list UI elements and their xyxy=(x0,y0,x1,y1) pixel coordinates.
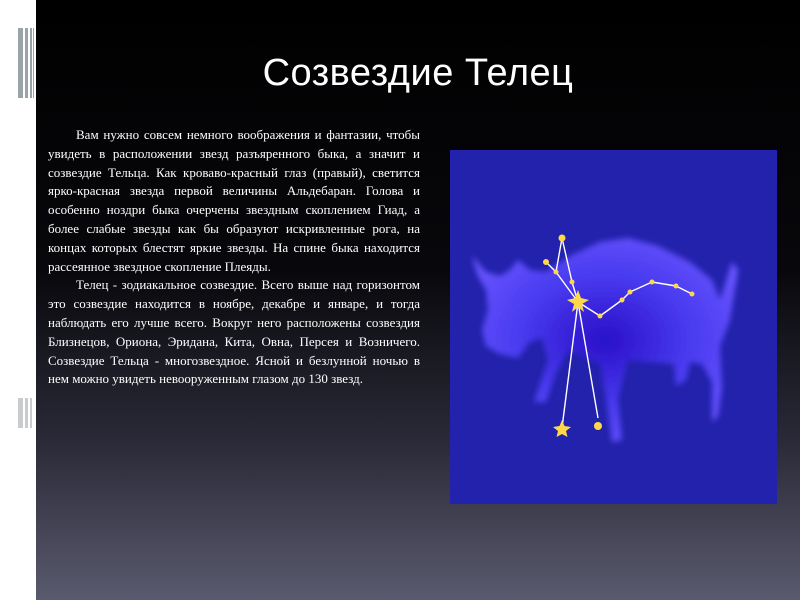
star-icon xyxy=(674,284,679,289)
star-icon xyxy=(559,235,566,242)
slide xyxy=(36,0,800,600)
star-icon xyxy=(553,420,571,437)
star-icon xyxy=(628,290,633,295)
slide-title: Созвездие Телец xyxy=(262,52,574,94)
star-icon xyxy=(690,292,695,297)
star-icon xyxy=(598,314,603,319)
star-icon xyxy=(620,298,625,303)
bull-silhouette xyxy=(472,238,738,442)
star-icon xyxy=(543,259,549,265)
taurus-constellation-image xyxy=(450,150,777,504)
left-decor-strip xyxy=(0,0,36,600)
star-icon xyxy=(570,280,575,285)
star-icon xyxy=(554,270,559,275)
star-icon xyxy=(650,280,655,285)
star-icon xyxy=(594,422,602,430)
slide-body-text xyxy=(48,126,420,389)
paragraph-description: Вам нужно совсем немного воображения и фантазии, чтобы увидеть в расположении звезд разъяренного быка, а значит и созвездие Тельца. Как кроваво-красный глаз (правый), светится ярко-красная звезда первой величины Альдебаран. Голова и особенно ноздри быка очерчены звездным скоплением Гиад, а более слабые звезды как бы образуют искривленные рога, на концах которых блестят яркие звезды. На спине быка находится рассеянное звездное скопление Плеяды. xyxy=(48,127,420,274)
paragraph-zodiac: Телец - зодиакальное созвездие. Всего выше над горизонтом это созвездие находится в ноябре, декабре и январе, и тогда наблюдать его лучше всего. Вокруг него расположены созвездия Близнецов, Ориона, Эридана, Кита, Овна, Персея и Возничего. Созвездие Тельца - многозвездное. Ясной и безлунной ночью в нем можно увидеть невооруженным глазом до 130 звезд. xyxy=(48,277,420,387)
